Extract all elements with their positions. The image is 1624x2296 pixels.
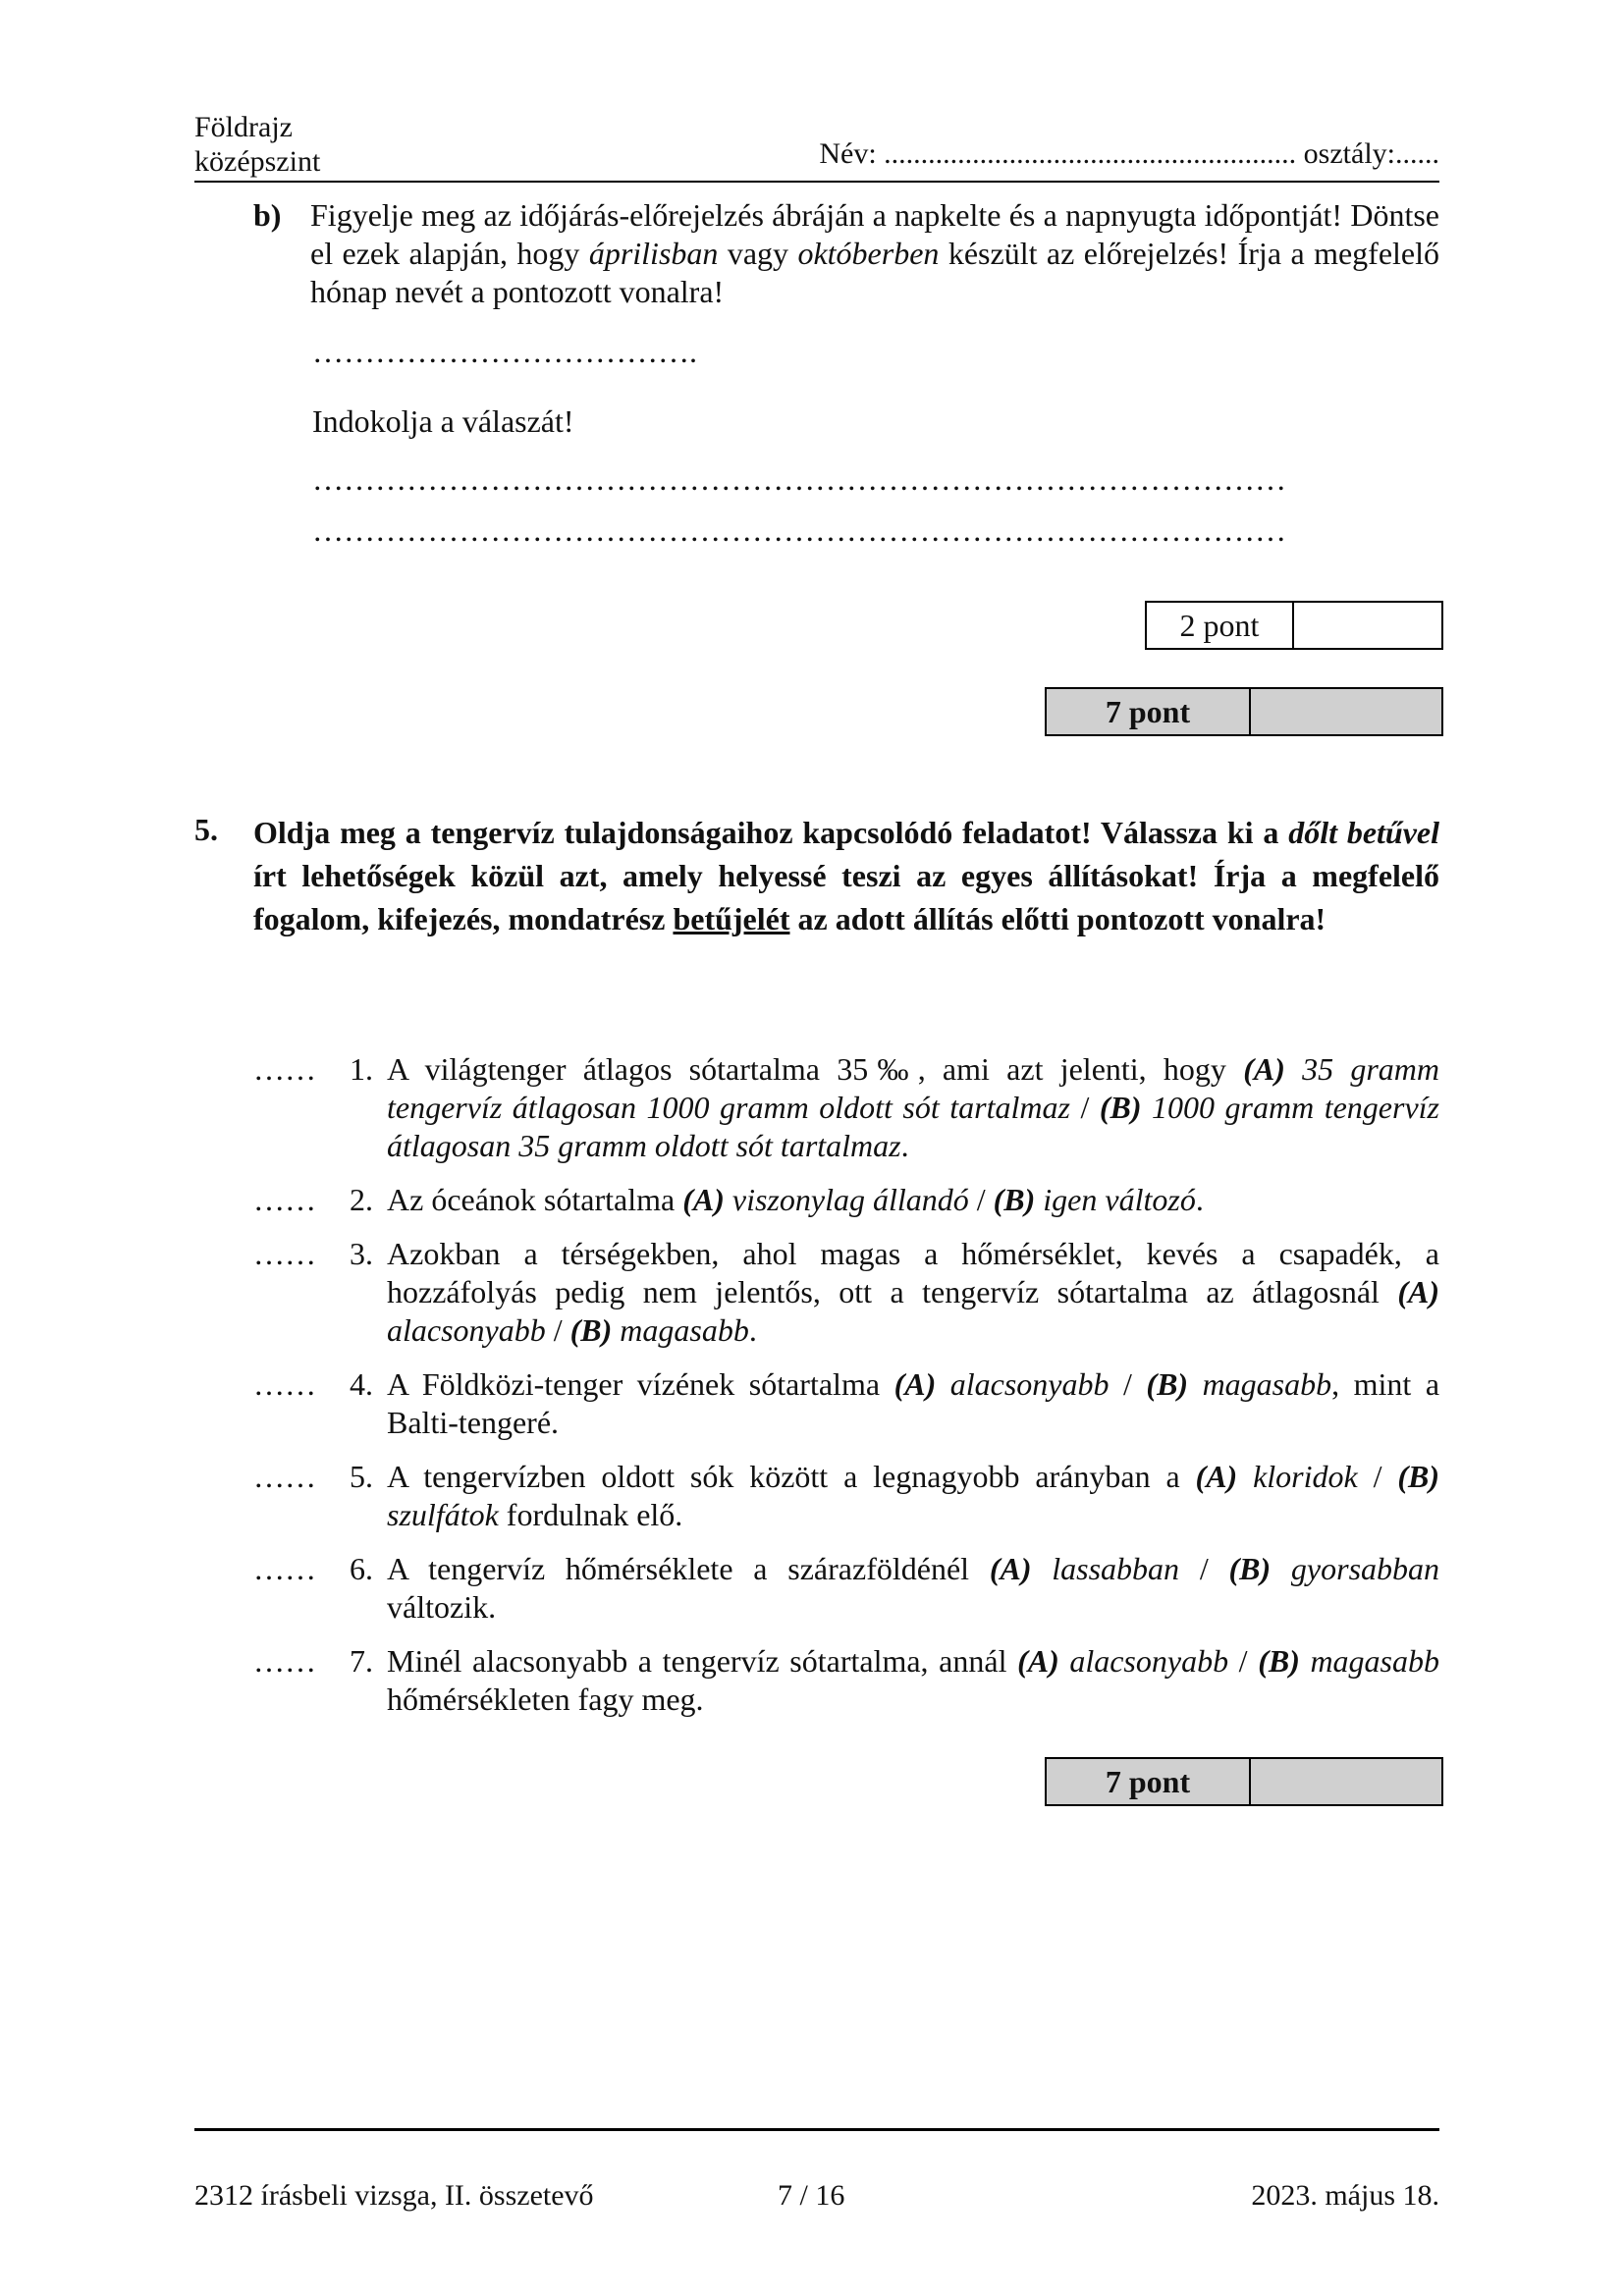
total-score-entry-cell[interactable] [1251, 689, 1441, 734]
statement-item [253, 1458, 1439, 1534]
footer-divider [194, 2128, 1439, 2131]
option-october: októberben [797, 236, 940, 271]
answer-blank[interactable]: …… [253, 1551, 316, 1586]
total-score-label: 7 pont [1047, 689, 1251, 734]
statement-item [253, 1550, 1439, 1627]
answer-blank[interactable]: …… [253, 1643, 316, 1679]
answer-blank[interactable]: …… [253, 1051, 316, 1087]
month-answer-line[interactable]: ………………………………. [312, 334, 697, 369]
subject-name: Földrajz [194, 111, 293, 143]
header-divider [194, 181, 1439, 183]
justify-prompt: Indokolja a válaszát! [312, 403, 574, 439]
answer-blank[interactable]: …… [253, 1366, 316, 1402]
task-instructions: Oldja meg a tengervíz tulajdonságaihoz kapcsolódó feladatot! Válassza ki a dőlt betűvel írt lehetőségek közül azt, amely helyessé teszi az egyes állításokat! Írja a megfelelő fogalom, kifejezés, mondatrész betűjelét az adott állítás előtti pontozott vonalra! [253, 815, 1440, 936]
statement-text: A világtenger átlagos sótartalma 35‰, ami azt jelenti, hogy (A) 35 gramm tengervíz átlagosan 1000 gramm oldott sót tartalmaz / (B) 1000 gramm tengervíz átlagosan 35 gramm oldott sót tartalmaz. [387, 1051, 1440, 1163]
score-box-b [1145, 601, 1443, 650]
statement-list [253, 1050, 1439, 1735]
statement-number: 5. [350, 1459, 373, 1494]
answer-blank[interactable]: …… [253, 1236, 316, 1271]
justification-line-1[interactable]: ………………………………………………………………………………… [312, 461, 1286, 497]
statement-text: Azokban a térségekben, ahol magas a hőmérséklet, kevés a csapadék, a hozzáfolyás pedig nem jelentős, ott a tengervíz sótartalma az átlagosnál (A) alacsonyabb / (B) magasabb. [387, 1236, 1439, 1348]
score-entry-cell[interactable] [1294, 603, 1441, 648]
total-score-label: 7 pont [1047, 1759, 1251, 1804]
page-number: 7 / 16 [778, 2179, 845, 2212]
statement-text: A Földközi-tenger vízének sótartalma (A) alacsonyabb / (B) magasabb, mint a Balti-tengeré. [387, 1366, 1440, 1440]
total-score-box-1 [1045, 687, 1443, 736]
statement-text: A tengervíz hőmérséklete a szárazföldénél (A) lassabban / (B) gyorsabban változik. [387, 1551, 1440, 1625]
statement-number: 1. [350, 1051, 373, 1087]
statement-number: 2. [350, 1182, 373, 1217]
statement-item [253, 1181, 1439, 1219]
part-b-label: b) [253, 197, 282, 233]
statement-item [253, 1050, 1439, 1165]
answer-blank[interactable]: …… [253, 1459, 316, 1494]
exam-level: középszint [194, 145, 321, 178]
statement-item [253, 1365, 1439, 1442]
option-april: áprilisban [588, 236, 719, 271]
part-b-instructions: Figyelje meg az időjárás-előrejelzés ábráján a napkelte és a napnyugta időpontját! Döntse el ezek alapján, hogy áprilisban vagy októberben készült az előrejelzés! Írja a megfelelő hónap nevét a pontozott vonalra! [310, 197, 1440, 309]
task-number: 5. [194, 812, 218, 847]
footer-exam-code: 2312 írásbeli vizsga, II. összetevő [194, 2179, 594, 2212]
total-score-entry-cell[interactable] [1251, 1759, 1441, 1804]
statement-number: 6. [350, 1551, 373, 1586]
justification-line-2[interactable]: ………………………………………………………………………………… [312, 512, 1286, 548]
statement-text: Minél alacsonyabb a tengervíz sótartalma, annál (A) alacsonyabb / (B) magasabb hőmérsékleten fagy meg. [387, 1643, 1440, 1717]
name-class-field[interactable]: Név: ........................................................ osztály:...... [819, 137, 1439, 170]
score-label: 2 pont [1147, 603, 1294, 648]
exam-date: 2023. május 18. [1251, 2179, 1439, 2212]
statement-item [253, 1235, 1439, 1350]
page-header-subject [194, 110, 320, 179]
statement-item [253, 1642, 1439, 1719]
underlined-phrase: betűjelét [673, 901, 790, 936]
total-score-box-2 [1045, 1757, 1443, 1806]
italic-phrase: dőlt betűvel [1288, 815, 1440, 850]
statement-text: Az óceánok sótartalma (A) viszonylag állandó / (B) igen változó. [387, 1182, 1204, 1217]
answer-blank[interactable]: …… [253, 1182, 316, 1217]
statement-number: 3. [350, 1236, 373, 1271]
statement-number: 7. [350, 1643, 373, 1679]
statement-text: A tengervízben oldott sók között a legnagyobb arányban a (A) kloridok / (B) szulfátok fordulnak elő. [387, 1459, 1440, 1532]
statement-number: 4. [350, 1366, 373, 1402]
